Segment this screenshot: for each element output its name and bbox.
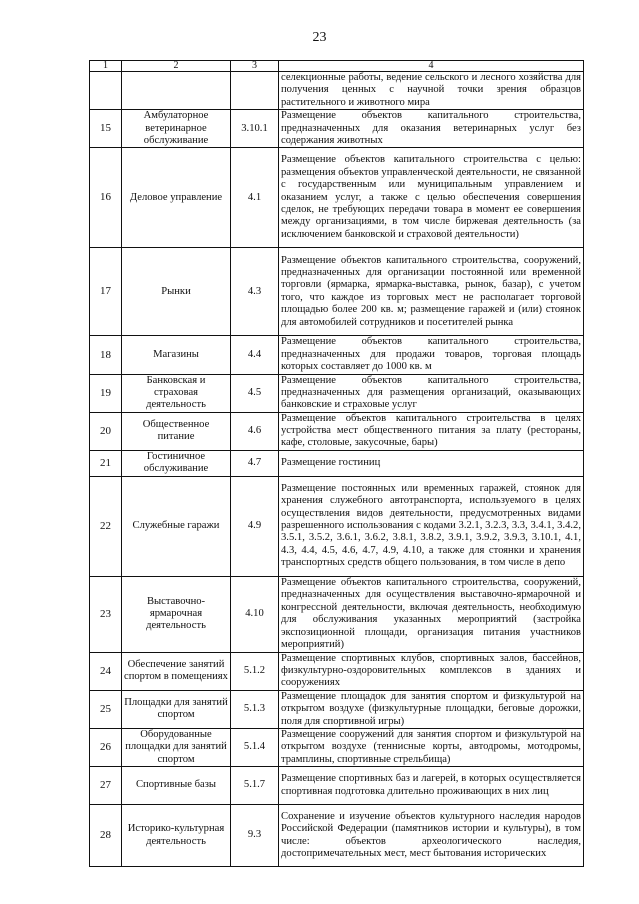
row-name: Магазины: [122, 336, 231, 374]
row-description-text: Размещение постоянных или временных гаражей, стоянок для хранения служебного автотранспорта, используемого в целях осуществления видов деятельности, предусмотренных видами разрешенного использования с кодами 3.2.1, 3.2.3, 3.3, 3.4.1, 3.4.2, 3.5.1, 3.5.2, 3.6.1, 3.6.2, 3.8.1, 3.8.2, 3.9.1, 3.9.2, 3.9.3, 3.10.1, 4.1, 4.3, 4.4, 4.5, 4.6, 4.7, 4.9, 4.10, а также для стоянки и хранения транспортных средств общего пользования, в том числе в депо: [281, 482, 581, 569]
row-description: [279, 110, 584, 148]
table-row: [90, 412, 584, 450]
table-row: [90, 690, 584, 728]
row-name: Оборудованные площадки для занятий спортом: [122, 728, 231, 766]
row-number: 23: [90, 576, 122, 652]
row-description: [279, 248, 584, 336]
row-number: 18: [90, 336, 122, 374]
row-code: 5.1.4: [231, 728, 279, 766]
table-row: [90, 767, 584, 805]
row-code: 3.10.1: [231, 110, 279, 148]
row-code: [231, 72, 279, 110]
row-description-text: Размещение объектов капитального строительства, предназначенных для оказания ветеринарных услуг без содержания животных: [281, 110, 581, 146]
row-description-text: Размещение спортивных баз и лагерей, в которых осуществляется спортивная подготовка длительно проживающих в них лиц: [281, 773, 581, 797]
row-code: 4.7: [231, 450, 279, 476]
row-name: Историко-культурная деятельность: [122, 805, 231, 867]
row-description: [279, 336, 584, 374]
row-code: 4.3: [231, 248, 279, 336]
row-description: [279, 767, 584, 805]
row-number: 17: [90, 248, 122, 336]
row-description: [279, 148, 584, 248]
row-name: Амбулаторное ветеринарное обслуживание: [122, 110, 231, 148]
row-name: Служебные гаражи: [122, 476, 231, 576]
row-description-text: Размещение объектов капитального строительства, предназначенных для продажи товаров, торговая площадь которых составляет до 1000 кв. м: [281, 336, 581, 373]
row-number: 19: [90, 374, 122, 412]
row-name: [122, 72, 231, 110]
row-code: 5.1.7: [231, 767, 279, 805]
row-description-text: Размещение гостиниц: [281, 457, 381, 469]
row-description-text: Размещение объектов капитального строительства, предназначенных для размещения организаций, оказывающих банковские и страховые услуг: [281, 374, 581, 411]
row-description: [279, 576, 584, 652]
row-code: 5.1.2: [231, 652, 279, 690]
row-name: Обеспечение занятий спортом в помещениях: [122, 652, 231, 690]
row-number: 16: [90, 148, 122, 248]
row-description-text: Размещение объектов капитального строительства, сооружений, предназначенных для осуществления выставочно-ярмарочной и конгрессной деятельности, включая деятельность, необходимую для обслуживания указанных мероприятий (застройка экспозиционной площади, организация питания участников мероприятий): [281, 576, 581, 650]
table-row: [90, 248, 584, 336]
row-name: Банковская и страховая деятельность: [122, 374, 231, 412]
row-name: Деловое управление: [122, 148, 231, 248]
row-number: 28: [90, 805, 122, 867]
row-name: Рынки: [122, 248, 231, 336]
table-row: [90, 576, 584, 652]
column-header-description: 4: [279, 61, 584, 72]
column-header-code: 3: [231, 61, 279, 72]
row-number: 15: [90, 110, 122, 148]
row-name: Общественное питание: [122, 412, 231, 450]
row-description: [279, 690, 584, 728]
row-number: 22: [90, 476, 122, 576]
table-row: [90, 336, 584, 374]
row-description: [279, 450, 584, 476]
row-number: 20: [90, 412, 122, 450]
column-header-number: 1: [90, 61, 122, 72]
row-code: 4.4: [231, 336, 279, 374]
row-code: 4.9: [231, 476, 279, 576]
row-code: 4.1: [231, 148, 279, 248]
row-code: 4.6: [231, 412, 279, 450]
page-number: 23: [312, 30, 327, 45]
table-row: [90, 72, 584, 110]
table-row: [90, 110, 584, 148]
table-row: [90, 450, 584, 476]
row-description-text: Размещение объектов капитального строительства в целях устройства мест общественного питания за плату (рестораны, кафе, столовые, закусочные, бары): [281, 412, 581, 449]
row-name: Площадки для занятий спортом: [122, 690, 231, 728]
row-description: [279, 72, 584, 110]
row-name: Гостиничное обслуживание: [122, 450, 231, 476]
row-description-text: селекционные работы, ведение сельского и лесного хозяйства для получения ценных с научной точки зрения образцов растительного и животного мира: [281, 72, 581, 108]
table-row: [90, 728, 584, 766]
land-use-table: [89, 60, 584, 867]
row-description-text: Размещение объектов капитального строительства, сооружений, предназначенных для организации постоянной или временной торговли (ярмарка, ярмарка-выставка, рынок, базар), с учетом того, что каждое из торговых мест не располагает торговой площадью более 200 кв. м; размещение гаражей и (или) стоянок для автомобилей сотрудников и посетителей рынка: [281, 254, 581, 328]
row-description: [279, 412, 584, 450]
row-number: [90, 72, 122, 110]
row-name: Выставочно-ярмарочная деятельность: [122, 576, 231, 652]
row-number: 26: [90, 728, 122, 766]
row-number: 27: [90, 767, 122, 805]
row-description: [279, 476, 584, 576]
table-row: [90, 652, 584, 690]
row-code: 4.5: [231, 374, 279, 412]
table-row: [90, 374, 584, 412]
row-description: [279, 728, 584, 766]
row-description-text: Размещение площадок для занятия спортом и физкультурой на открытом воздухе (физкультурные площадки, беговые дорожки, поля для спортивной игры): [281, 690, 581, 727]
row-number: 25: [90, 690, 122, 728]
row-description: [279, 805, 584, 867]
row-description-text: Размещение спортивных клубов, спортивных залов, бассейнов, физкультурно-оздоровительных комплексов в зданиях и сооружениях: [281, 652, 581, 689]
row-description-text: Размещение сооружений для занятия спортом и физкультурой на открытом воздухе (теннисные корты, автодромы, мотодромы, трамплины, спортивные стрельбища): [281, 728, 581, 765]
row-description-text: Сохранение и изучение объектов культурного наследия народов Российской Федерации (памятников истории и культуры), в том числе: объектов археологического наследия, достопримечательных мест, мест бытования исторических: [281, 810, 581, 860]
table-header-row: [90, 61, 584, 72]
column-header-name: 2: [122, 61, 231, 72]
row-code: 9.3: [231, 805, 279, 867]
row-name: Спортивные базы: [122, 767, 231, 805]
row-description: [279, 374, 584, 412]
row-code: 5.1.3: [231, 690, 279, 728]
table-row: [90, 148, 584, 248]
row-number: 21: [90, 450, 122, 476]
table-row: [90, 476, 584, 576]
row-description-text: Размещение объектов капитального строительства с целью: размещения объектов управленческой деятельности, не связанной с государственным или муниципальным управлением и оказанием услуг, а также с целью обеспечения совершения сделок, не требующих передачи товара в момент ее совершения между организациями, в том числе биржевая деятельность (за исключением банковской и страховой деятельности): [281, 154, 581, 240]
row-code: 4.10: [231, 576, 279, 652]
row-description: [279, 652, 584, 690]
row-number: 24: [90, 652, 122, 690]
table-row: [90, 805, 584, 867]
